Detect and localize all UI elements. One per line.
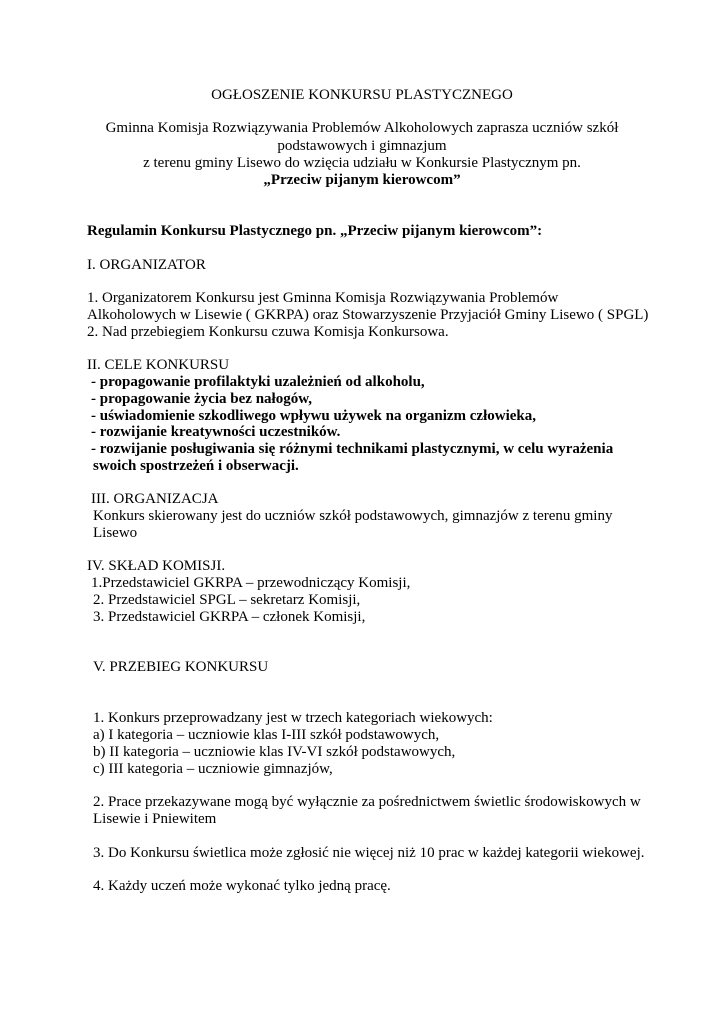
goal-item: swoich spostrzeżeń i obserwacji. <box>93 458 299 474</box>
procedure-line: 2. Prace przekazywane mogą być wyłącznie za pośrednictwem świetlic środowiskowych w <box>93 794 641 810</box>
intro-line-2: podstawowych i gimnazjum <box>277 138 447 154</box>
goal-item: - propagowanie profilaktyki uzależnień od alkoholu, <box>91 374 425 390</box>
section-heading-organizer: I. ORGANIZATOR <box>87 257 206 273</box>
organizer-line-3: 2. Nad przebiegiem Konkursu czuwa Komisja Konkursowa. <box>87 324 449 340</box>
intro-line-1: Gminna Komisja Rozwiązywania Problemów Alkoholowych zaprasza uczniów szkół <box>105 120 619 136</box>
regulations-title: Regulamin Konkursu Plastycznego pn. „Przeciw pijanym kierowcom”: <box>87 223 543 239</box>
contest-name: „Przeciw pijanym kierowcom” <box>263 172 461 188</box>
organization-line-2: Lisewo <box>93 525 138 541</box>
section-heading-goals: II. CELE KONKURSU <box>87 357 230 373</box>
procedure-line: 3. Do Konkursu świetlica może zgłosić nie więcej niż 10 prac w każdej kategorii wiekowej. <box>93 845 645 861</box>
committee-item: 2. Przedstawiciel SPGL – sekretarz Komisji, <box>93 592 361 608</box>
section-heading-committee: IV. SKŁAD KOMISJI. <box>87 558 226 574</box>
procedure-line: c) III kategoria – uczniowie gimnazjów, <box>93 761 333 777</box>
section-heading-organization: III. ORGANIZACJA <box>91 491 219 507</box>
procedure-line: a) I kategoria – uczniowie klas I-III szkół podstawowych, <box>93 727 440 743</box>
committee-item: 3. Przedstawiciel GKRPA – członek Komisji, <box>93 609 366 625</box>
goal-item: - rozwijanie posługiwania się różnymi technikami plastycznymi, w celu wyrażenia <box>91 441 614 457</box>
organization-line-1: Konkurs skierowany jest do uczniów szkół podstawowych, gimnazjów z terenu gminy <box>93 508 613 524</box>
procedure-line: 1. Konkurs przeprowadzany jest w trzech kategoriach wiekowych: <box>93 710 493 726</box>
goal-item: - uświadomienie szkodliwego wpływu używek na organizm człowieka, <box>91 408 537 424</box>
intro-line-3: z terenu gminy Lisewo do wzięcia udziału w Konkursie Plastycznym pn. <box>143 155 581 171</box>
organizer-line-1: 1. Organizatorem Konkursu jest Gminna Komisja Rozwiązywania Problemów <box>87 290 559 306</box>
document-title: OGŁOSZENIE KONKURSU PLASTYCZNEGO <box>211 87 513 103</box>
procedure-line: b) II kategoria – uczniowie klas IV-VI szkół podstawowych, <box>93 744 456 760</box>
procedure-line: 4. Każdy uczeń może wykonać tylko jedną pracę. <box>93 878 391 894</box>
organizer-line-2: Alkoholowych w Lisewie ( GKRPA) oraz Stowarzyszenie Przyjaciół Gminy Lisewo ( SPGL) <box>87 307 649 323</box>
committee-item: 1.Przedstawiciel GKRPA – przewodniczący Komisji, <box>91 575 411 591</box>
goal-item: - rozwijanie kreatywności uczestników. <box>91 424 341 440</box>
goal-item: - propagowanie życia bez nałogów, <box>91 391 312 407</box>
section-heading-procedure: V. PRZEBIEG KONKURSU <box>93 659 269 675</box>
procedure-line: Lisewie i Pniewitem <box>93 811 217 827</box>
